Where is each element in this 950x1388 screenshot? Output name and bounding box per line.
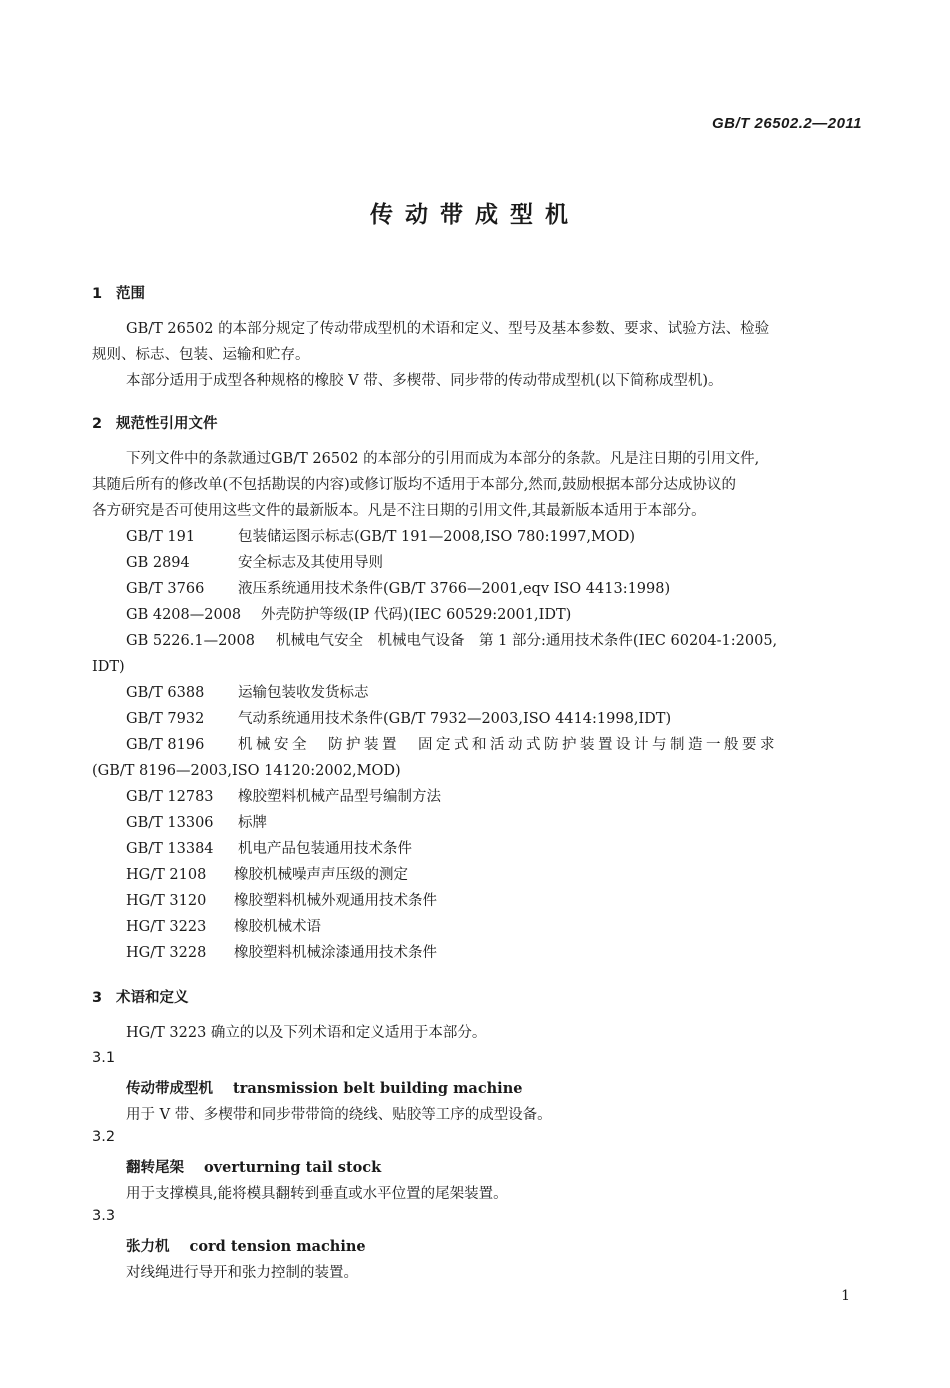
- term-definition: 用于 V 带、多楔带和同步带带筒的绕线、贴胶等工序的成型设备。: [126, 1107, 552, 1123]
- reference-title: 橡胶塑料机械产品型号编制方法: [238, 789, 441, 805]
- section-1-paragraph-1: [92, 316, 862, 368]
- reference-title: 橡胶机械噪声声压级的测定: [234, 867, 408, 883]
- reference-title: 运输包装收发货标志: [238, 685, 369, 701]
- term-chinese: 张力机: [126, 1239, 170, 1255]
- reference-item: [126, 862, 866, 888]
- reference-title: 橡胶机械术语: [234, 919, 321, 935]
- reference-code: GB/T 8196: [126, 737, 205, 753]
- term-entry: [126, 1077, 522, 1098]
- reference-continuation: (GB/T 8196—2003,ISO 14120:2002,MOD): [92, 763, 401, 779]
- reference-code: HG/T 3228: [126, 945, 207, 961]
- reference-item: [126, 706, 866, 732]
- reference-code: GB/T 13384: [126, 841, 214, 857]
- term-definition: 用于支撑模具,能将模具翻转到垂直或水平位置的尾架装置。: [126, 1186, 508, 1202]
- reference-code: HG/T 2108: [126, 867, 207, 883]
- term-definition: 对线绳进行导开和张力控制的装置。: [126, 1265, 358, 1281]
- term-chinese: 翻转尾架: [126, 1160, 184, 1176]
- reference-item: [126, 836, 866, 862]
- reference-item: [126, 550, 866, 576]
- reference-code: GB/T 6388: [126, 685, 205, 701]
- reference-item: [126, 914, 866, 940]
- section-1-paragraph-2: 本部分适用于成型各种规格的橡胶 V 带、多楔带、同步带的传动带成型机(以下简称成型机)。: [126, 373, 723, 389]
- reference-code: GB/T 12783: [126, 789, 214, 805]
- section-3-heading: [92, 986, 189, 1007]
- reference-code: HG/T 3120: [126, 893, 207, 909]
- page-number: 1: [841, 1288, 850, 1304]
- section-number: 1: [92, 286, 103, 302]
- reference-code: GB 5226.1—2008: [126, 633, 255, 649]
- reference-item: [126, 628, 866, 654]
- reference-code: GB/T 3766: [126, 581, 205, 597]
- paragraph-line: GB/T 26502 的本部分规定了传动带成型机的术语和定义、型号及基本参数、要求、试验方法、检验: [126, 321, 770, 337]
- section-2-intro: [92, 446, 862, 524]
- reference-code: GB/T 7932: [126, 711, 205, 727]
- term-english: cord tension machine: [189, 1238, 366, 1255]
- section-number: 2: [92, 416, 103, 432]
- term-number: 3.3: [92, 1208, 116, 1224]
- reference-item: [126, 602, 866, 628]
- term-number: 3.1: [92, 1050, 116, 1066]
- reference-title: 标牌: [238, 815, 267, 831]
- section-2-heading: [92, 412, 218, 433]
- term-number: 3.2: [92, 1129, 116, 1145]
- reference-code: GB 2894: [126, 555, 190, 571]
- section-3-intro: HG/T 3223 确立的以及下列术语和定义适用于本部分。: [126, 1025, 487, 1041]
- reference-title: 机械电气安全 机械电气设备 第 1 部分:通用技术条件(IEC 60204-1:2005,: [276, 633, 778, 649]
- term-chinese: 传动带成型机: [126, 1081, 213, 1097]
- section-number: 3: [92, 990, 103, 1006]
- section-title: 范围: [116, 286, 145, 302]
- reference-title: 气动系统通用技术条件(GB/T 7932—2003,ISO 4414:1998,IDT): [238, 711, 672, 727]
- reference-continuation: IDT): [92, 659, 125, 675]
- reference-title: 液压系统通用技术条件(GB/T 3766—2001,eqv ISO 4413:1998): [238, 581, 671, 597]
- paragraph-line: 各方研究是否可使用这些文件的最新版本。凡是不注日期的引用文件,其最新版本适用于本部分。: [92, 503, 706, 519]
- document-title: 传动带成型机: [370, 202, 580, 228]
- section-title: 术语和定义: [116, 990, 189, 1006]
- term-english: overturning tail stock: [204, 1159, 382, 1176]
- reference-code: GB/T 13306: [126, 815, 214, 831]
- reference-title: 橡胶塑料机械涂漆通用技术条件: [234, 945, 437, 961]
- reference-item: [126, 680, 866, 706]
- reference-code: GB/T 191: [126, 529, 196, 545]
- paragraph-line: 规则、标志、包装、运输和贮存。: [92, 347, 310, 363]
- term-entry: [126, 1156, 381, 1177]
- paragraph-line: 下列文件中的条款通过GB/T 26502 的本部分的引用而成为本部分的条款。凡是注日期的引用文件,: [126, 451, 760, 467]
- reference-code: GB 4208—2008: [126, 607, 242, 623]
- term-english: transmission belt building machine: [233, 1080, 523, 1097]
- reference-item: [126, 888, 866, 914]
- reference-item: [126, 784, 866, 810]
- reference-code: HG/T 3223: [126, 919, 207, 935]
- paragraph-line: 其随后所有的修改单(不包括勘误的内容)或修订版均不适用于本部分,然而,鼓励根据本部分达成协议的: [92, 477, 737, 493]
- standard-code: GB/T 26502.2—2011: [712, 115, 862, 132]
- reference-item: [126, 940, 866, 966]
- reference-item: [126, 732, 866, 758]
- reference-title: 包装储运图示标志(GB/T 191—2008,ISO 780:1997,MOD): [238, 529, 635, 545]
- section-1-heading: [92, 282, 145, 303]
- reference-title: 安全标志及其使用导则: [238, 555, 383, 571]
- reference-item: [126, 810, 866, 836]
- reference-title: 橡胶塑料机械外观通用技术条件: [234, 893, 437, 909]
- term-entry: [126, 1235, 366, 1256]
- reference-title: 机械安全 防护装置 固定式和活动式防护装置设计与制造一般要求: [238, 737, 778, 753]
- reference-title: 外壳防护等级(IP 代码)(IEC 60529:2001,IDT): [261, 607, 572, 623]
- section-title: 规范性引用文件: [116, 416, 218, 432]
- reference-item: [126, 524, 866, 550]
- reference-title: 机电产品包装通用技术条件: [238, 841, 412, 857]
- reference-item: [126, 576, 866, 602]
